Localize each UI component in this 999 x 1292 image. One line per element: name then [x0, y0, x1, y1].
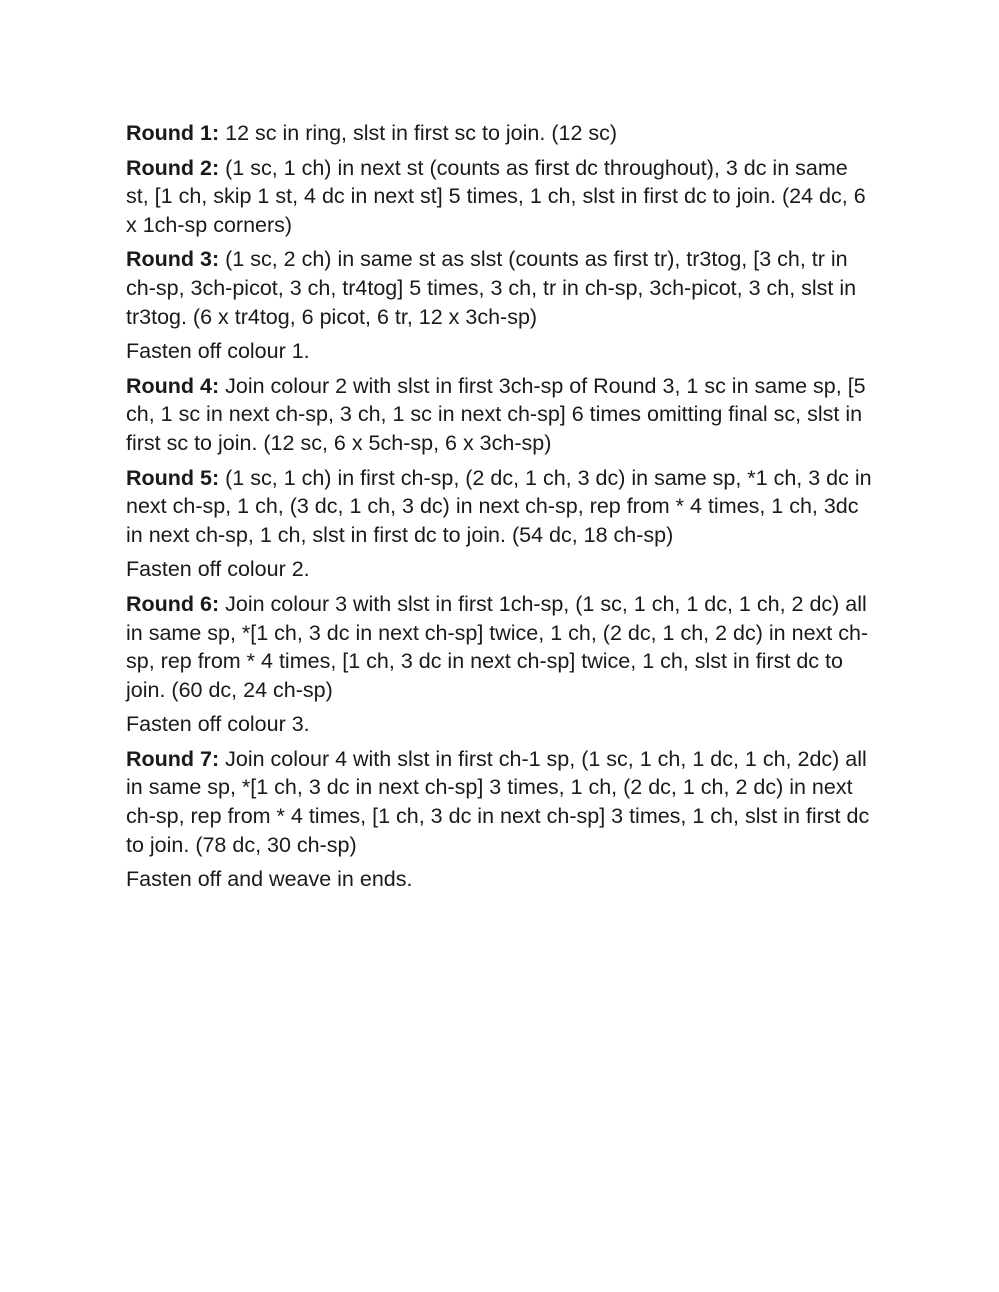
round-text: Join colour 3 with slst in first 1ch-sp, (1 sc, 1 ch, 1 dc, 1 ch, 2 dc) all in same sp, *[1 ch, 3 dc in next ch-sp] twice, 1 ch, (2 dc, 1 ch, 2 dc) in next ch-sp, rep from * 4 times, [1 ch, 3 dc in next ch-sp] twice, 1 ch, slst in first dc to join. (60 dc, 24 ch-sp) [126, 591, 869, 702]
finish-paragraph [126, 865, 876, 894]
instruction-text: Fasten off colour 3. [126, 712, 310, 737]
round-label: Round 4: [126, 373, 220, 398]
round-3-paragraph [126, 245, 876, 331]
round-6-paragraph [126, 590, 876, 704]
round-text: 12 sc in ring, slst in first sc to join. (12 sc) [219, 121, 618, 145]
instruction-text: Fasten off and weave in ends. [126, 867, 413, 892]
instruction-text: Fasten off colour 1. [126, 339, 310, 364]
round-text: Join colour 4 with slst in first ch-1 sp, (1 sc, 1 ch, 1 dc, 1 ch, 2dc) all in same sp, *[1 ch, 3 dc in next ch-sp] 3 times, 1 ch, (2 dc, 1 ch, 2 dc) in next ch-sp, rep from * 4 times, [1 ch, 3 dc in next ch-sp] 3 times, 1 ch, slst in first dc to join. (78 dc, 30 ch-sp) [126, 746, 870, 857]
fasten-off-paragraph [126, 555, 876, 584]
round-label: Round 6: [126, 591, 220, 616]
round-text: (1 sc, 2 ch) in same st as slst (counts as first tr), tr3tog, [3 ch, tr in ch-sp, 3ch-picot, 3 ch, tr4tog] 5 times, 3 ch, tr in ch-sp, 3ch-picot, 3 ch, slst in tr3tog. (6 x tr4tog, 6 picot, 6 tr, 12 x 3ch-sp) [126, 247, 857, 329]
round-label: Round 2: [126, 155, 220, 180]
round-7-paragraph [126, 745, 876, 859]
round-text: (1 sc, 1 ch) in next st (counts as first dc throughout), 3 dc in same st, [1 ch, skip 1 st, 4 dc in next st] 5 times, 1 ch, slst in first dc to join. (24 dc, 6 x 1ch-sp corners) [126, 155, 866, 237]
instruction-text: Fasten off colour 2. [126, 557, 310, 582]
round-5-paragraph [126, 464, 876, 550]
round-text: Join colour 2 with slst in first 3ch-sp of Round 3, 1 sc in same sp, [5 ch, 1 sc in next ch-sp, 3 ch, 1 sc in next ch-sp] 6 times omitting final sc, slst in first sc to join. (12 sc, 6 x 5ch-sp, 6 x 3ch-sp) [126, 373, 866, 455]
round-label: Round 5: [126, 465, 220, 490]
document-page [126, 119, 876, 900]
fasten-off-paragraph [126, 710, 876, 739]
round-2-paragraph [126, 154, 876, 240]
round-label: Round 3: [126, 247, 220, 272]
round-label: Round 1: [126, 121, 220, 145]
round-label: Round 7: [126, 746, 220, 771]
round-text: (1 sc, 1 ch) in first ch-sp, (2 dc, 1 ch, 3 dc) in same sp, *1 ch, 3 dc in next ch-sp, 1 ch, (3 dc, 1 ch, 3 dc) in next ch-sp, rep from * 4 times, 1 ch, 3dc in next ch-sp, 1 ch, slst in first dc to join. (54 dc, 18 ch-sp) [126, 465, 872, 547]
round-4-paragraph [126, 372, 876, 458]
round-1-paragraph [126, 119, 876, 148]
fasten-off-paragraph [126, 337, 876, 366]
